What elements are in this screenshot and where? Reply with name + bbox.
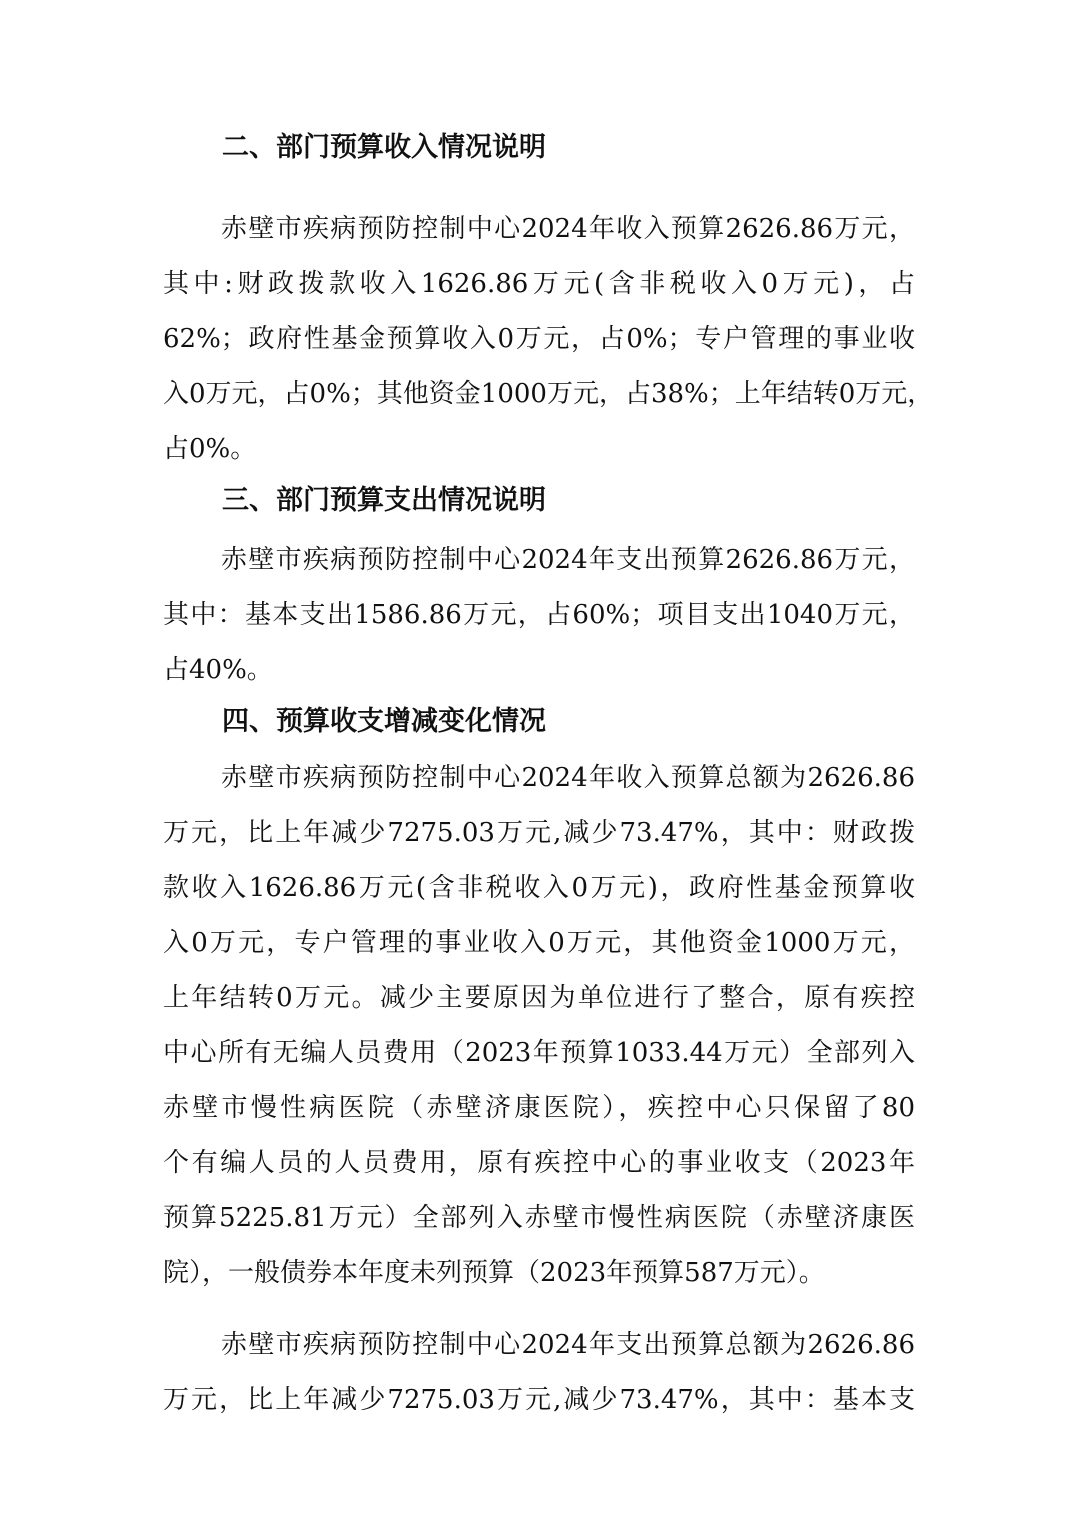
income-paragraph (163, 202, 934, 477)
text-line: 万元，比上年减少7275.03万元,减少73.47%，其中：财政拨 (163, 818, 915, 848)
text-line: 占40%。 (163, 655, 273, 685)
text-line: 入0万元，占0%；其他资金1000万元，占38%；上年结转0万元， (163, 379, 934, 409)
text-line: 入0万元，专户管理的事业收入0万元，其他资金1000万元， (163, 928, 915, 958)
text-line: 占0%。 (163, 434, 257, 464)
section-heading-change: 四、预算收支增减变化情况 (222, 706, 546, 737)
text-line: 其中:财政拨款收入1626.86万元(含非税收入0万元)，占 (163, 269, 915, 299)
text-line: 院），一般债券本年度未列预算（2023年预算587万元）。 (163, 1258, 825, 1288)
expenditure-paragraph (163, 533, 915, 698)
change-paragraph-expenditure (163, 1318, 915, 1428)
text-line: 赤壁市慢性病医院（赤壁济康医院），疾控中心只保留了80 (163, 1093, 915, 1123)
text-line: 赤壁市疾病预防控制中心2024年收入预算2626.86万元， (221, 214, 915, 244)
section-heading-income: 二、部门预算收入情况说明 (222, 132, 546, 163)
text-line: 万元，比上年减少7275.03万元,减少73.47%，其中：基本支 (163, 1385, 915, 1415)
text-line: 赤壁市疾病预防控制中心2024年收入预算总额为2626.86 (221, 763, 915, 793)
text-line: 上年结转0万元。减少主要原因为单位进行了整合，原有疾控 (163, 983, 915, 1013)
change-paragraph-income (163, 751, 915, 1301)
text-line: 预算5225.81万元）全部列入赤壁市慢性病医院（赤壁济康医 (163, 1203, 915, 1233)
text-line: 其中：基本支出1586.86万元，占60%；项目支出1040万元， (163, 600, 915, 630)
text-line: 62%；政府性基金预算收入0万元，占0%；专户管理的事业收 (163, 324, 915, 354)
text-line: 赤壁市疾病预防控制中心2024年支出预算总额为2626.86 (221, 1330, 915, 1360)
text-line: 款收入1626.86万元(含非税收入0万元)，政府性基金预算收 (163, 873, 915, 903)
text-line: 赤壁市疾病预防控制中心2024年支出预算2626.86万元， (221, 545, 915, 575)
section-heading-expenditure: 三、部门预算支出情况说明 (222, 485, 546, 516)
text-line: 个有编人员的人员费用，原有疾控中心的事业收支（2023年 (163, 1148, 915, 1178)
text-line: 中心所有无编人员费用（2023年预算1033.44万元）全部列入 (163, 1038, 915, 1068)
